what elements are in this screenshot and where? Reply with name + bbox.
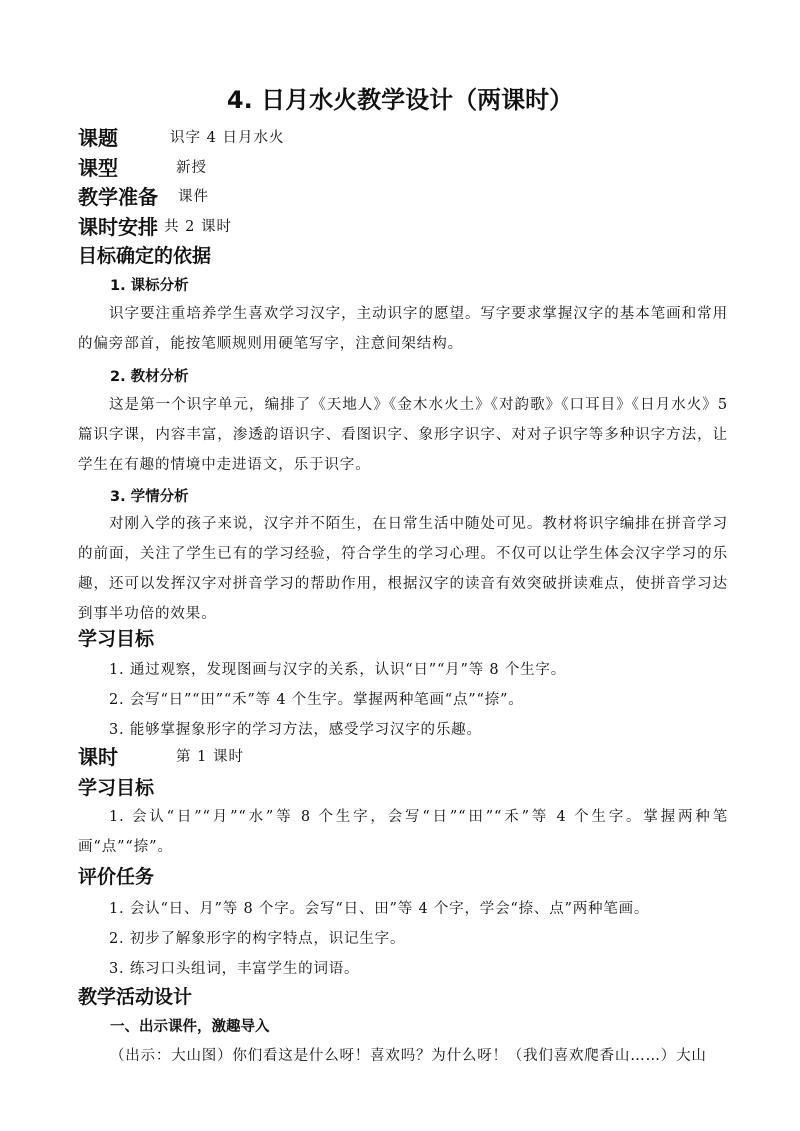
lesson-value: 第 1 课时 xyxy=(176,749,244,765)
lesson-goals-heading: 学习目标 xyxy=(78,777,155,799)
textbook-heading: 2. 教材分析 xyxy=(110,369,189,385)
type-label: 课型 xyxy=(78,156,118,180)
basis-heading: 目标确定的依据 xyxy=(78,245,212,267)
assessment-item: 2. 初步了解象形字的构字特点，识记生字。 xyxy=(109,931,406,947)
schedule-value: 共 2 课时 xyxy=(164,219,232,235)
goals-heading: 学习目标 xyxy=(78,628,155,650)
topic-value: 识字 4 日月水火 xyxy=(170,130,285,146)
assessment-heading: 评价任务 xyxy=(78,866,155,888)
lesson-goals-text: 1. 会认“日”“月”“水”等 8 个生字，会写“日”“田”“禾”等 4 个生字。掌握两种笔画“点”“捺”。 xyxy=(78,809,728,855)
student-heading: 3. 学情分析 xyxy=(110,489,189,505)
student-text: 对刚入学的孩子来说，汉字并不陌生，在日常生活中随处可见。教材将识字编排在拼音学习的前面，关注了学生已有的学习经验，符合学生的学习心理。不仅可以让学生体会汉字学习的乐趣，还可以发挥汉字对拼音学习的帮助作用，根据汉字的读音有效突破拼读难点，使拼音学习达到事半功倍的效果。 xyxy=(78,516,728,622)
prep-label: 教学准备 xyxy=(78,185,158,209)
type-value: 新授 xyxy=(176,160,207,176)
activities-heading: 教学活动设计 xyxy=(78,986,193,1008)
assessment-item: 3. 练习口头组词，丰富学生的词语。 xyxy=(109,961,360,977)
curriculum-text: 识字要注重培养学生喜欢学习汉字，主动识字的愿望。写字要求掌握汉字的基本笔画和常用的偏旁部首，能按笔顺规则用硬笔写字，注意间架结构。 xyxy=(78,306,728,352)
prep-value: 课件 xyxy=(178,189,209,205)
curriculum-heading: 1. 课标分析 xyxy=(110,278,189,294)
assessment-item: 1. 会认“日、月”等 8 个字。会写“日、田”等 4 个字，学会“捺、点”两种笔画。 xyxy=(109,901,650,917)
textbook-text: 这是第一个识字单元，编排了《天地人》《金木水火土》《对韵歌》《口耳目》《日月水火》5 篇识字课，内容丰富，渗透韵语识字、看图识字、象形字识字、对对子识字等多种识字方法，让学生在有趣的情境中走进语文，乐于识字。 xyxy=(78,397,728,473)
goal-item: 3. 能够掌握象形字的学习方法，感受学习汉字的乐趣。 xyxy=(109,722,482,738)
lesson-label: 课时 xyxy=(78,745,118,769)
step1-heading: 一、出示课件，激趣导入 xyxy=(110,1019,270,1035)
schedule-label: 课时安排 xyxy=(78,215,158,239)
goal-item: 1. 通过观察，发现图画与汉字的关系，认识“日”“月”等 8 个生字。 xyxy=(109,662,567,678)
goal-item: 2. 会写“日”“田”“禾”等 4 个生字。掌握两种笔画“点”“捺”。 xyxy=(109,692,524,708)
step1-text: （出示：大山图）你们看这是什么呀！喜欢吗？为什么呀！（我们喜欢爬香山……）大山 xyxy=(110,1048,707,1064)
document-title: 4. 日月水火教学设计（两课时） xyxy=(226,86,574,114)
topic-label: 课题 xyxy=(78,126,118,150)
